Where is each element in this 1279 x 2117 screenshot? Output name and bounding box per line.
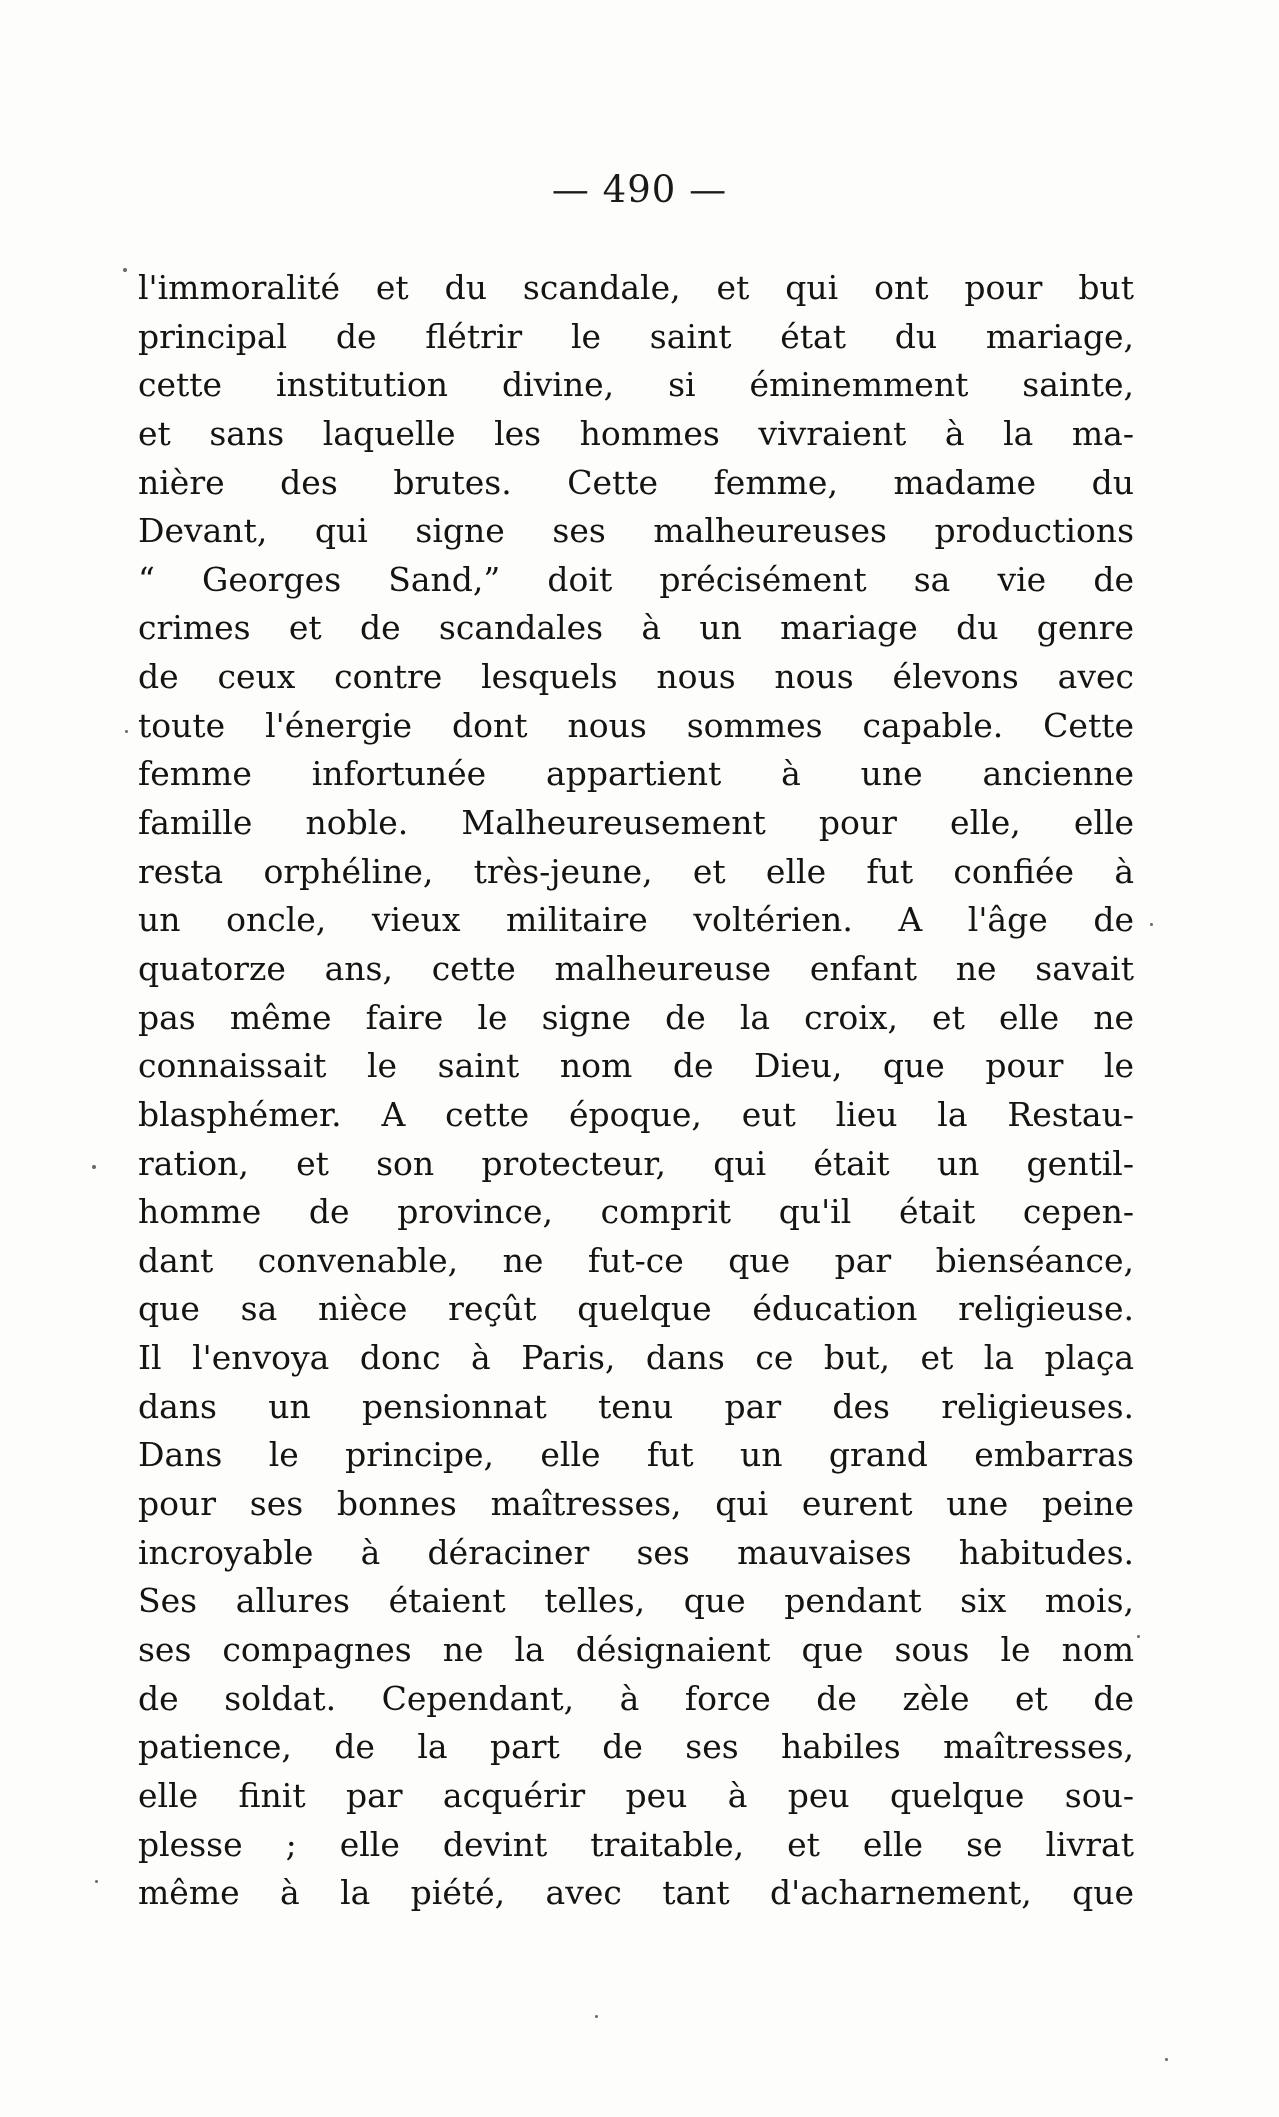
- scan-speck: [1137, 1635, 1140, 1638]
- text-line: elle finit par acquérir peu à peu quelque sou-: [138, 1775, 1134, 1815]
- scan-speck: [95, 1880, 98, 1883]
- text-line: même à la piété, avec tant d'acharnement, que: [138, 1873, 1134, 1913]
- text-line: crimes et de scandales à un mariage du genre: [138, 608, 1134, 648]
- scan-speck: [1150, 923, 1153, 926]
- text-line: famille noble. Malheureusement pour elle, elle: [138, 803, 1134, 843]
- text-line: “ Georges Sand,” doit précisément sa vie de: [138, 559, 1134, 599]
- body-text: [138, 264, 1134, 1918]
- text-line: resta orphéline, très-jeune, et elle fut confiée à: [138, 851, 1134, 891]
- text-line: blasphémer. A cette époque, eut lieu la Restau-: [138, 1094, 1134, 1134]
- text-line: pour ses bonnes maîtresses, qui eurent une peine: [138, 1484, 1134, 1524]
- text-line: patience, de la part de ses habiles maîtresses,: [138, 1727, 1134, 1767]
- text-line: plesse ; elle devint traitable, et elle se livrat: [138, 1824, 1134, 1864]
- text-line: pas même faire le signe de la croix, et elle ne: [138, 997, 1134, 1037]
- text-line: Dans le principe, elle fut un grand embarras: [138, 1435, 1134, 1475]
- text-line: ses compagnes ne la désignaient que sous le nom: [138, 1629, 1134, 1669]
- text-line: homme de province, comprit qu'il était cepen-: [138, 1192, 1134, 1232]
- text-line: un oncle, vieux militaire voltérien. A l'âge de: [138, 900, 1134, 940]
- scan-speck: [92, 1165, 96, 1169]
- text-line: ration, et son protecteur, qui était un gentil-: [138, 1143, 1134, 1183]
- scan-speck: [125, 730, 128, 733]
- scan-speck: [123, 268, 127, 272]
- text-line: dans un pensionnat tenu par des religieuses.: [138, 1386, 1134, 1426]
- text-line: de soldat. Cependant, à force de zèle et de: [138, 1678, 1134, 1718]
- text-line: que sa nièce reçût quelque éducation religieuse.: [138, 1289, 1134, 1329]
- text-line: incroyable à déraciner ses mauvaises habitudes.: [138, 1532, 1134, 1572]
- text-line: de ceux contre lesquels nous nous élevons avec: [138, 657, 1134, 697]
- text-line: connaissait le saint nom de Dieu, que pour le: [138, 1046, 1134, 1086]
- text-line: Ses allures étaient telles, que pendant six mois,: [138, 1581, 1134, 1621]
- scan-speck: [595, 2015, 598, 2018]
- text-line: et sans laquelle les hommes vivraient à la ma-: [138, 413, 1134, 453]
- text-line: dant convenable, ne fut-ce que par bienséance,: [138, 1240, 1134, 1280]
- text-line: Il l'envoya donc à Paris, dans ce but, et la plaça: [138, 1338, 1134, 1378]
- page-number: — 490 —: [551, 168, 728, 211]
- text-line: principal de flétrir le saint état du mariage,: [138, 316, 1134, 356]
- text-line: l'immoralité et du scandale, et qui ont pour but: [138, 268, 1134, 307]
- text-line: quatorze ans, cette malheureuse enfant ne savait: [138, 948, 1134, 988]
- text-line: nière des brutes. Cette femme, madame du: [138, 462, 1134, 502]
- scan-speck: [1165, 2058, 1168, 2061]
- text-line: Devant, qui signe ses malheureuses productions: [138, 511, 1134, 551]
- text-line: toute l'énergie dont nous sommes capable. Cette: [138, 705, 1134, 745]
- text-line: cette institution divine, si éminemment sainte,: [138, 365, 1134, 405]
- text-line: femme infortunée appartient à une ancienne: [138, 754, 1134, 794]
